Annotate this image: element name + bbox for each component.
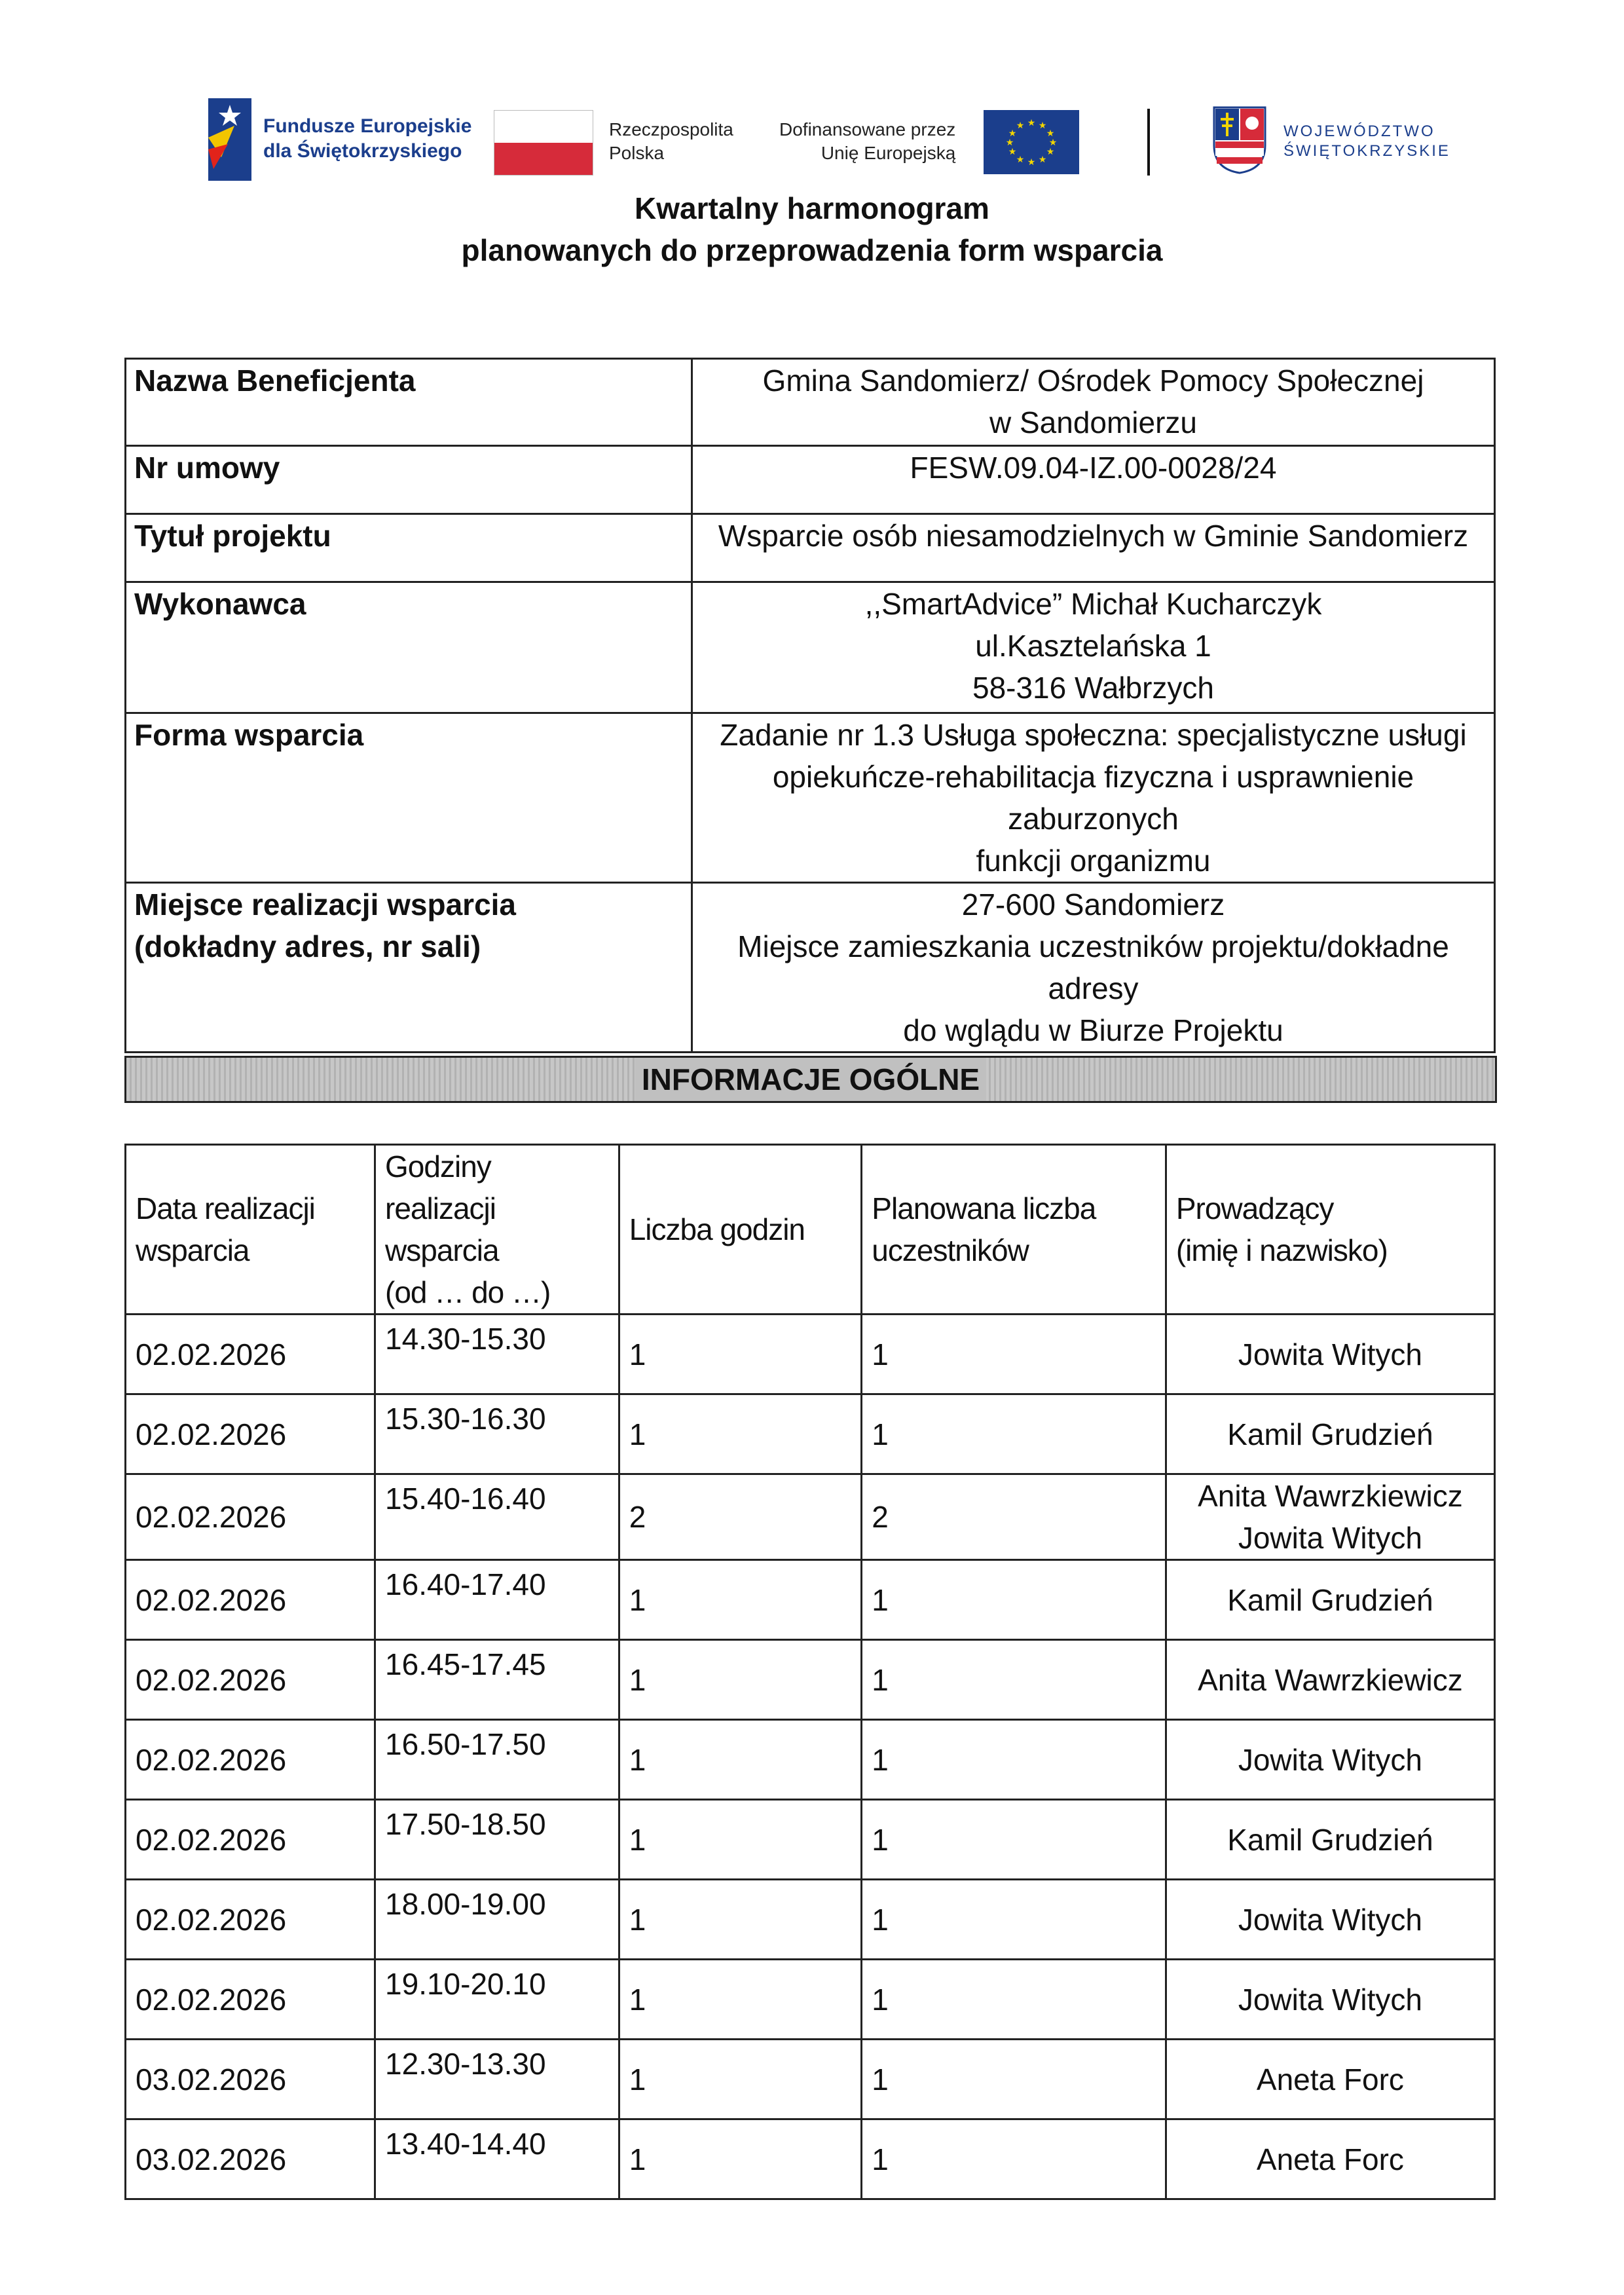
cell-count: 1 bbox=[619, 1800, 862, 1880]
miejsce-value: 27-600 Sandomierz Miejsce zamieszkania uczestników projektu/dokładne adresy do wglądu w Biurze Projektu bbox=[692, 883, 1495, 1053]
cell-lead: Jowita Witych bbox=[1166, 1960, 1494, 2040]
cell-date: 03.02.2026 bbox=[126, 2119, 375, 2199]
header-lead: Prowadzący (imię i nazwisko) bbox=[1166, 1145, 1494, 1315]
table-row bbox=[126, 2040, 1495, 2119]
cofinanced-eu-text: Dofinansowane przez Unię Europejską bbox=[779, 119, 956, 163]
cell-participants: 1 bbox=[862, 2040, 1166, 2119]
table-row bbox=[126, 1315, 1495, 1394]
cell-hours: 17.50-18.50 bbox=[375, 1800, 619, 1880]
table-row bbox=[126, 514, 1495, 582]
table-row bbox=[126, 1560, 1495, 1640]
cell-date: 02.02.2026 bbox=[126, 1720, 375, 1800]
cell-date: 02.02.2026 bbox=[126, 1800, 375, 1880]
table-row bbox=[126, 446, 1495, 514]
document-title: Kwartalny harmonogram planowanych do przeprowadzenia form wsparcia bbox=[461, 191, 1163, 267]
cell-hours: 12.30-13.30 bbox=[375, 2040, 619, 2119]
svg-text:★: ★ bbox=[1016, 121, 1025, 131]
cell-participants: 1 bbox=[862, 1800, 1166, 1880]
svg-text:★: ★ bbox=[1008, 147, 1017, 157]
cell-hours: 16.40-17.40 bbox=[375, 1560, 619, 1640]
tytul-label: Tytuł projektu bbox=[126, 514, 692, 582]
cell-count: 1 bbox=[619, 1640, 862, 1720]
header-count: Liczba godzin bbox=[619, 1145, 862, 1315]
miejsce-label: Miejsce realizacji wsparcia (dokładny adres, nr sali) bbox=[126, 883, 692, 1053]
cell-count: 1 bbox=[619, 1960, 862, 2040]
svg-text:★: ★ bbox=[1027, 118, 1036, 128]
coat-of-arms-icon bbox=[1213, 106, 1266, 174]
cell-hours: 18.00-19.00 bbox=[375, 1880, 619, 1960]
cell-count: 2 bbox=[619, 1474, 862, 1560]
cell-count: 1 bbox=[619, 1560, 862, 1640]
table-row bbox=[126, 883, 1495, 1053]
wykonawca-label: Wykonawca bbox=[126, 582, 692, 713]
cell-participants: 1 bbox=[862, 1960, 1166, 2040]
cell-date: 02.02.2026 bbox=[126, 1315, 375, 1394]
cell-lead: Aneta Forc bbox=[1166, 2040, 1494, 2119]
cell-hours: 16.45-17.45 bbox=[375, 1640, 619, 1720]
logo-divider bbox=[1147, 109, 1150, 176]
header-hours: Godziny realizacji wsparcia (od … do …) bbox=[375, 1145, 619, 1315]
svg-text:★: ★ bbox=[1048, 138, 1058, 148]
section-title: INFORMACJE OGÓLNE bbox=[635, 1058, 986, 1101]
svg-text:★: ★ bbox=[1038, 155, 1047, 165]
cell-lead: Anita Wawrzkiewicz Jowita Witych bbox=[1166, 1474, 1494, 1560]
forma-value: Zadanie nr 1.3 Usługa społeczna: specjalistyczne usługi opiekuńcze-rehabilitacja fizyczna i usprawnienie zaburzonych funkcji organizmu bbox=[692, 713, 1495, 883]
cell-date: 02.02.2026 bbox=[126, 1474, 375, 1560]
cell-participants: 1 bbox=[862, 1880, 1166, 1960]
header-participants: Planowana liczba uczestników bbox=[862, 1145, 1166, 1315]
cell-participants: 1 bbox=[862, 1560, 1166, 1640]
wojewodztwo-text: WOJEWÓDZTWO ŚWIĘTOKRZYSKIE bbox=[1283, 122, 1450, 160]
table-row bbox=[126, 2119, 1495, 2199]
cell-lead: Jowita Witych bbox=[1166, 1880, 1494, 1960]
table-row bbox=[126, 1474, 1495, 1560]
cell-hours: 15.40-16.40 bbox=[375, 1474, 619, 1560]
svg-text:★: ★ bbox=[1046, 128, 1055, 139]
cell-participants: 1 bbox=[862, 1720, 1166, 1800]
svg-text:★: ★ bbox=[1038, 121, 1047, 131]
cell-date: 02.02.2026 bbox=[126, 1960, 375, 2040]
section-header bbox=[124, 1056, 1497, 1103]
table-header-row bbox=[126, 1145, 1495, 1315]
rzeczpospolita-polska-text: Rzeczpospolita Polska bbox=[609, 119, 733, 163]
fundusze-europejskie-text: Fundusze Europejskie dla Świętokrzyskiego bbox=[263, 115, 472, 162]
cell-hours: 16.50-17.50 bbox=[375, 1720, 619, 1800]
cell-count: 1 bbox=[619, 1394, 862, 1474]
header-date: Data realizacji wsparcia bbox=[126, 1145, 375, 1315]
cell-hours: 15.30-16.30 bbox=[375, 1394, 619, 1474]
cell-lead: Jowita Witych bbox=[1166, 1720, 1494, 1800]
fundusze-europejskie-logo-icon bbox=[208, 98, 251, 181]
umowa-label: Nr umowy bbox=[126, 446, 692, 514]
cell-lead: Kamil Grudzień bbox=[1166, 1560, 1494, 1640]
cell-participants: 1 bbox=[862, 2119, 1166, 2199]
cell-count: 1 bbox=[619, 1315, 862, 1394]
table-row bbox=[126, 713, 1495, 883]
table-row bbox=[126, 359, 1495, 446]
cell-date: 02.02.2026 bbox=[126, 1394, 375, 1474]
svg-text:★: ★ bbox=[1016, 155, 1025, 165]
schedule-table bbox=[124, 1144, 1496, 2200]
svg-text:★: ★ bbox=[1027, 157, 1036, 168]
cell-count: 1 bbox=[619, 1720, 862, 1800]
cell-participants: 1 bbox=[862, 1394, 1166, 1474]
cell-hours: 13.40-14.40 bbox=[375, 2119, 619, 2199]
cell-participants: 2 bbox=[862, 1474, 1166, 1560]
table-row bbox=[126, 1800, 1495, 1880]
svg-text:★: ★ bbox=[1005, 138, 1014, 148]
beneficjent-value: Gmina Sandomierz/ Ośrodek Pomocy Społecznej w Sandomierzu bbox=[692, 359, 1495, 446]
cell-lead: Kamil Grudzień bbox=[1166, 1394, 1494, 1474]
svg-text:★: ★ bbox=[1046, 147, 1055, 157]
tytul-value: Wsparcie osób niesamodzielnych w Gminie Sandomierz bbox=[692, 514, 1495, 582]
cell-date: 02.02.2026 bbox=[126, 1560, 375, 1640]
cell-hours: 14.30-15.30 bbox=[375, 1315, 619, 1394]
svg-text:★: ★ bbox=[1008, 128, 1017, 139]
umowa-value: FESW.09.04-IZ.00-0028/24 bbox=[692, 446, 1495, 514]
forma-label: Forma wsparcia bbox=[126, 713, 692, 883]
cell-lead: Kamil Grudzień bbox=[1166, 1800, 1494, 1880]
project-info-table bbox=[124, 358, 1496, 1053]
table-row bbox=[126, 1720, 1495, 1800]
eu-flag-icon bbox=[984, 110, 1079, 174]
cell-hours: 19.10-20.10 bbox=[375, 1960, 619, 2040]
cell-count: 1 bbox=[619, 2119, 862, 2199]
wykonawca-value: ,,SmartAdvice” Michał Kucharczyk ul.Kasztelańska 1 58-316 Wałbrzych bbox=[692, 582, 1495, 713]
cell-date: 03.02.2026 bbox=[126, 2040, 375, 2119]
table-row bbox=[126, 1640, 1495, 1720]
polish-flag-icon bbox=[494, 110, 593, 176]
table-row bbox=[126, 1960, 1495, 2040]
cell-lead: Jowita Witych bbox=[1166, 1315, 1494, 1394]
table-row bbox=[126, 1394, 1495, 1474]
cell-participants: 1 bbox=[862, 1315, 1166, 1394]
table-row bbox=[126, 1880, 1495, 1960]
cell-participants: 1 bbox=[862, 1640, 1166, 1720]
beneficjent-label: Nazwa Beneficjenta bbox=[126, 359, 692, 446]
cell-lead: Anita Wawrzkiewicz bbox=[1166, 1640, 1494, 1720]
cell-date: 02.02.2026 bbox=[126, 1880, 375, 1960]
cell-lead: Aneta Forc bbox=[1166, 2119, 1494, 2199]
cell-count: 1 bbox=[619, 2040, 862, 2119]
table-row bbox=[126, 582, 1495, 713]
cell-count: 1 bbox=[619, 1880, 862, 1960]
cell-date: 02.02.2026 bbox=[126, 1640, 375, 1720]
